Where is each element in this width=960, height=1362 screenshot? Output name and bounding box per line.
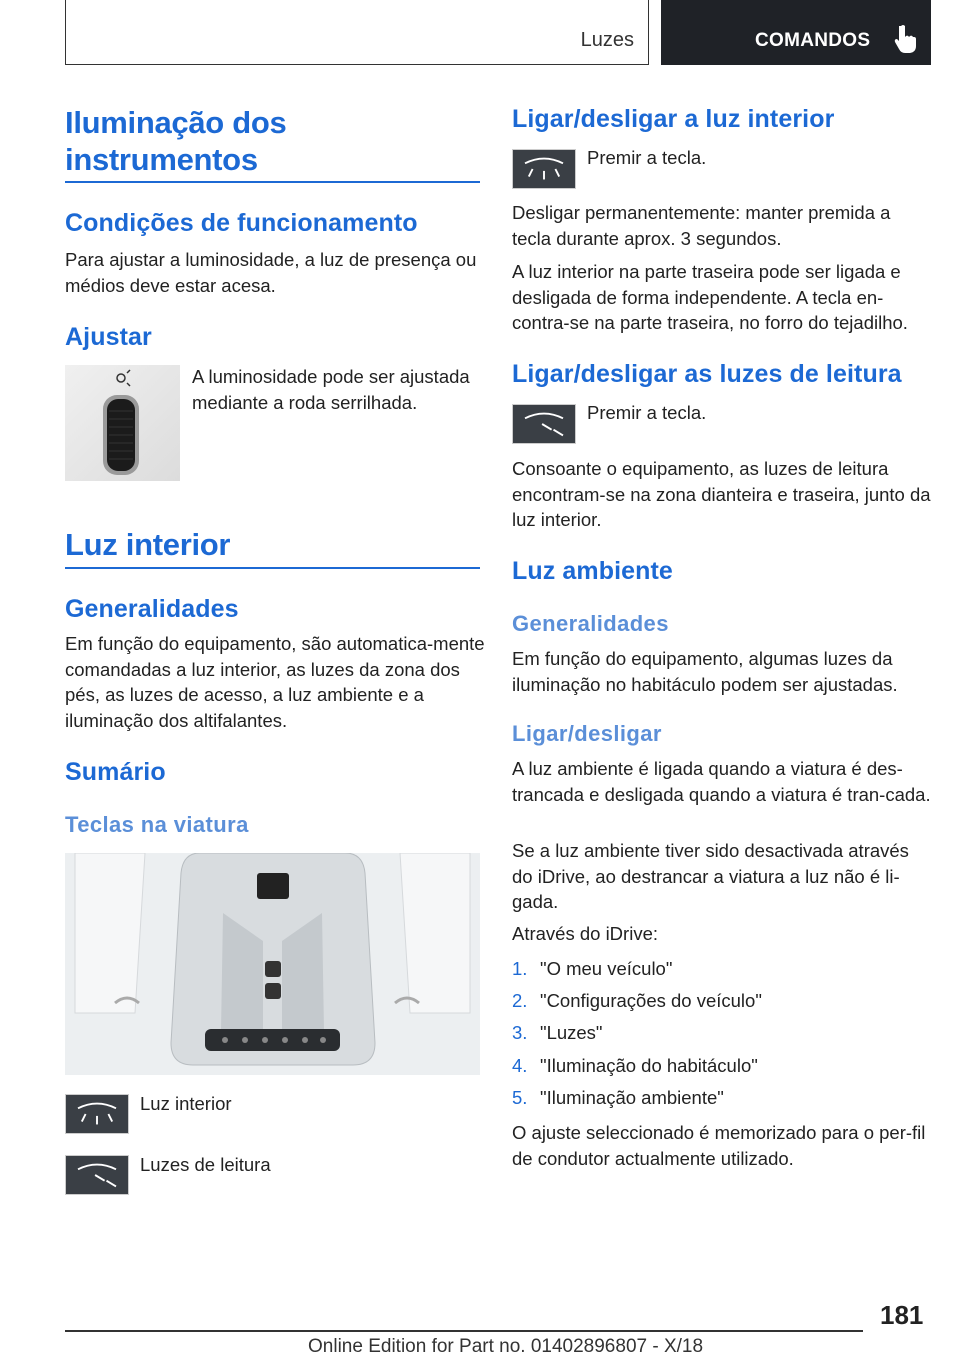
thumbwheel-photo xyxy=(65,365,180,481)
paragraph-switch-off: Desligar permanentemente: manter premida a tecla durante aprox. 3 segundos. xyxy=(512,202,891,249)
roof-console-photo xyxy=(65,853,480,1075)
heading-ambient-general: Generalidades xyxy=(512,611,669,636)
step-text: "Luzes" xyxy=(540,1022,603,1043)
paragraph-adjust: A luminosidade pode ser ajustada mediante a roda serrilhada. xyxy=(192,366,470,413)
paragraph-via-idrive: Através do iDrive: xyxy=(512,923,658,944)
paragraph-press-key-2: Premir a tecla. xyxy=(587,402,707,423)
step-number: 5. xyxy=(512,1087,528,1108)
reading-light-key-icon xyxy=(65,1155,129,1195)
heading-overview: Sumário xyxy=(65,758,166,786)
paragraph-ambient-on: A luz ambiente é ligada quando a viatura é des‐trancada e desligada quando a viatura é tran‐cada. xyxy=(512,758,931,805)
heading-ambient-light: Luz ambiente xyxy=(512,557,673,585)
footer-rule xyxy=(65,1330,863,1332)
heading-instrument-lighting: Iluminação dos instrumentos xyxy=(65,105,287,177)
page-number: 181 xyxy=(880,1300,924,1330)
hand-pointer-icon xyxy=(893,24,919,54)
heading-general: Generalidades xyxy=(65,595,239,623)
footer-edition: Online Edition for Part no. 01402896807 - X/18 xyxy=(308,1336,704,1357)
paragraph-reading-lights: Consoante o equipamento, as luzes de leitura encontram-se na zona dianteira e traseira, junto da luz interior. xyxy=(512,458,931,530)
paragraph-conditions: Para ajustar a luminosidade, a luz de presença ou médios deve estar acesa. xyxy=(65,249,477,296)
paragraph-setting-stored: O ajuste seleccionado é memorizado para o per‐fil de condutor actualmente utilizado. xyxy=(512,1122,926,1169)
step-number: 2. xyxy=(512,990,528,1011)
heading-vehicle-buttons: Teclas na viatura xyxy=(65,812,249,837)
heading-operating-conditions: Condições de funcionamento xyxy=(65,209,418,237)
heading-interior-light: Luz interior xyxy=(65,527,231,562)
step-text: "Iluminação ambiente" xyxy=(540,1087,724,1108)
step-text: "Configurações do veículo" xyxy=(540,990,762,1011)
header-chapter-title: COMANDOS xyxy=(755,30,871,51)
paragraph-general: Em função do equipamento, são automatica‐mente comandadas a luz interior, as luzes da zona dos pés, as luzes de acesso, a luz ambiente e a iluminação dos altifalantes. xyxy=(65,633,485,731)
heading-rule xyxy=(65,181,480,183)
step-number: 3. xyxy=(512,1022,528,1043)
heading-adjust: Ajustar xyxy=(65,323,152,351)
label-reading-lights: Luzes de leitura xyxy=(140,1154,271,1175)
step-number: 4. xyxy=(512,1055,528,1076)
interior-light-key-icon xyxy=(512,149,576,189)
step-text: "Iluminação do habitáculo" xyxy=(540,1055,758,1076)
header-section-box xyxy=(65,0,649,65)
paragraph-ambient-general: Em função do equipamento, algumas luzes da iluminação no habitáculo podem ser ajustadas. xyxy=(512,648,898,695)
interior-light-key-icon xyxy=(65,1094,129,1134)
header-chapter-box xyxy=(661,0,931,65)
step-number: 1. xyxy=(512,958,528,979)
heading-switch-interior-light: Ligar/desligar a luz interior xyxy=(512,105,835,133)
paragraph-rear-light: A luz interior na parte traseira pode ser ligada e desligada de forma independente. A tecla en‐contra-se na parte traseira, no forro do tejadilho. xyxy=(512,261,908,333)
paragraph-ambient-idrive: Se a luz ambiente tiver sido desactivada através do iDrive, ao destrancar a viatura a luz não é li‐gada. xyxy=(512,840,909,912)
label-interior-light: Luz interior xyxy=(140,1093,232,1114)
heading-ambient-switch: Ligar/desligar xyxy=(512,721,662,746)
heading-switch-reading-lights: Ligar/desligar as luzes de leitura xyxy=(512,360,902,388)
header-section-title: Luzes xyxy=(580,29,634,51)
step-text: "O meu veículo" xyxy=(540,958,673,979)
heading-rule xyxy=(65,567,480,569)
paragraph-press-key-1: Premir a tecla. xyxy=(587,147,707,168)
reading-light-key-icon xyxy=(512,404,576,444)
